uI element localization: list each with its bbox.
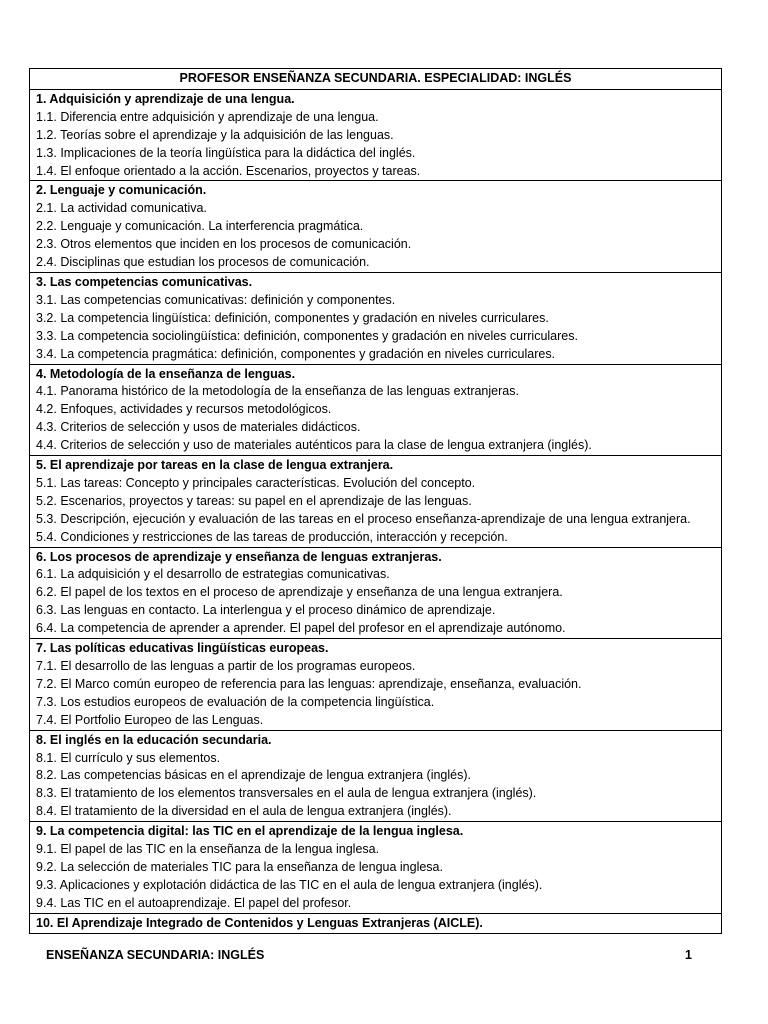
section-title: 7. Las políticas educativas lingüísticas europeas. [36, 641, 329, 656]
section-item: 9.3. Aplicaciones y explotación didáctica de las TIC en el aula de lengua extranjera (inglés). [36, 877, 543, 892]
section-title: 4. Metodología de la enseñanza de lenguas. [36, 366, 296, 381]
section-item: 4.2. Enfoques, actividades y recursos metodológicos. [36, 402, 332, 417]
section-item: 5.3. Descripción, ejecución y evaluación de las tareas en el proceso enseñanza-aprendizaje de una lengua extranjera. [36, 511, 691, 526]
section-row [30, 181, 722, 273]
section-item: 3.2. La competencia lingüística: definición, componentes y gradación en niveles curriculares. [36, 310, 549, 325]
section-item: 4.1. Panorama histórico de la metodología de la enseñanza de las lenguas extranjeras. [36, 384, 519, 399]
section-row [30, 547, 722, 639]
section-item: 6.1. La adquisición y el desarrollo de estrategias comunicativas. [36, 567, 390, 582]
section-item: 2.2. Lenguaje y comunicación. La interferencia pragmática. [36, 219, 364, 234]
section-item: 2.1. La actividad comunicativa. [36, 201, 207, 216]
section-item: 7.4. El Portfolio Europeo de las Lenguas. [36, 712, 264, 727]
section-item: 4.4. Criterios de selección y uso de materiales auténticos para la clase de lengua extranjera (inglés). [36, 438, 592, 453]
section-item: 5.2. Escenarios, proyectos y tareas: su papel en el aprendizaje de las lenguas. [36, 493, 472, 508]
section-item: 8.1. El currículo y sus elementos. [36, 750, 221, 765]
section-item: 8.3. El tratamiento de los elementos transversales en el aula de lengua extranjera (inglés). [36, 786, 537, 801]
section-title: 3. Las competencias comunicativas. [36, 274, 253, 289]
section-cell [30, 89, 722, 181]
syllabus-table [29, 68, 722, 934]
section-item: 7.3. Los estudios europeos de evaluación de la competencia lingüística. [36, 694, 435, 709]
footer-title: ENSEÑANZA SECUNDARIA: INGLÉS [46, 948, 265, 962]
page-number: 1 [685, 948, 692, 962]
section-item: 1.2. Teorías sobre el aprendizaje y la adquisición de las lenguas. [36, 127, 394, 142]
section-item: 1.4. El enfoque orientado a la acción. Escenarios, proyectos y tareas. [36, 163, 421, 178]
section-cell [30, 456, 722, 548]
section-item: 1.3. Implicaciones de la teoría lingüística para la didáctica del inglés. [36, 145, 416, 160]
section-item: 6.2. El papel de los textos en el proceso de aprendizaje y enseñanza de una lengua extranjera. [36, 585, 563, 600]
section-row [30, 456, 722, 548]
section-cell [30, 730, 722, 822]
section-row [30, 822, 722, 914]
section-title: 10. El Aprendizaje Integrado de Contenidos y Lenguas Extranjeras (AICLE). [36, 915, 483, 930]
section-title: 6. Los procesos de aprendizaje y enseñanza de lenguas extranjeras. [36, 549, 442, 564]
section-row [30, 639, 722, 731]
section-item: 2.3. Otros elementos que inciden en los procesos de comunicación. [36, 237, 412, 252]
section-cell [30, 639, 722, 731]
section-row [30, 730, 722, 822]
section-title: 8. El inglés en la educación secundaria. [36, 732, 272, 747]
header-row [30, 69, 722, 90]
section-item: 9.2. La selección de materiales TIC para la enseñanza de lengua inglesa. [36, 859, 443, 874]
section-item: 5.1. Las tareas: Concepto y principales características. Evolución del concepto. [36, 475, 476, 490]
section-item: 7.2. El Marco común europeo de referencia para las lenguas: aprendizaje, enseñanza, evaluación. [36, 676, 582, 691]
section-item: 6.3. Las lenguas en contacto. La interlengua y el proceso dinámico de aprendizaje. [36, 603, 496, 618]
section-item: 7.1. El desarrollo de las lenguas a partir de los programas europeos. [36, 659, 416, 673]
section-cell [30, 272, 722, 364]
section-title: 1. Adquisición y aprendizaje de una lengua. [36, 91, 295, 106]
section-item: 3.4. La competencia pragmática: definición, componentes y gradación en niveles curriculares. [36, 346, 556, 361]
section-cell [30, 913, 722, 933]
section-row [30, 913, 722, 933]
section-row [30, 89, 722, 181]
section-cell [30, 181, 722, 273]
section-item: 3.1. Las competencias comunicativas: definición y componentes. [36, 292, 396, 307]
section-row [30, 272, 722, 364]
section-item: 9.4. Las TIC en el autoaprendizaje. El papel del profesor. [36, 895, 352, 910]
section-title: 9. La competencia digital: las TIC en el aprendizaje de la lengua inglesa. [36, 824, 464, 839]
section-item: 6.4. La competencia de aprender a aprender. El papel del profesor en el aprendizaje autónomo. [36, 621, 566, 636]
section-item: 9.1. El papel de las TIC en la enseñanza de la lengua inglesa. [36, 842, 380, 857]
section-title: 5. El aprendizaje por tareas en la clase de lengua extranjera. [36, 458, 394, 473]
section-item: 1.1. Diferencia entre adquisición y aprendizaje de una lengua. [36, 109, 379, 124]
section-item: 2.4. Disciplinas que estudian los procesos de comunicación. [36, 255, 370, 270]
section-item: 8.4. El tratamiento de la diversidad en el aula de lengua extranjera (inglés). [36, 804, 452, 819]
section-title: 2. Lenguaje y comunicación. [36, 183, 207, 198]
section-item: 4.3. Criterios de selección y usos de materiales didácticos. [36, 420, 361, 435]
section-cell [30, 547, 722, 639]
section-cell [30, 364, 722, 456]
section-item: 8.2. Las competencias básicas en el aprendizaje de lengua extranjera (inglés). [36, 768, 471, 783]
table-header: PROFESOR ENSEÑANZA SECUNDARIA. ESPECIALIDAD: INGLÉS [30, 69, 722, 90]
section-cell [30, 822, 722, 914]
section-item: 3.3. La competencia sociolingüística: definición, componentes y gradación en niveles curriculares. [36, 328, 578, 343]
section-row [30, 364, 722, 456]
section-item: 5.4. Condiciones y restricciones de las tareas de producción, interacción y recepción. [36, 529, 508, 544]
